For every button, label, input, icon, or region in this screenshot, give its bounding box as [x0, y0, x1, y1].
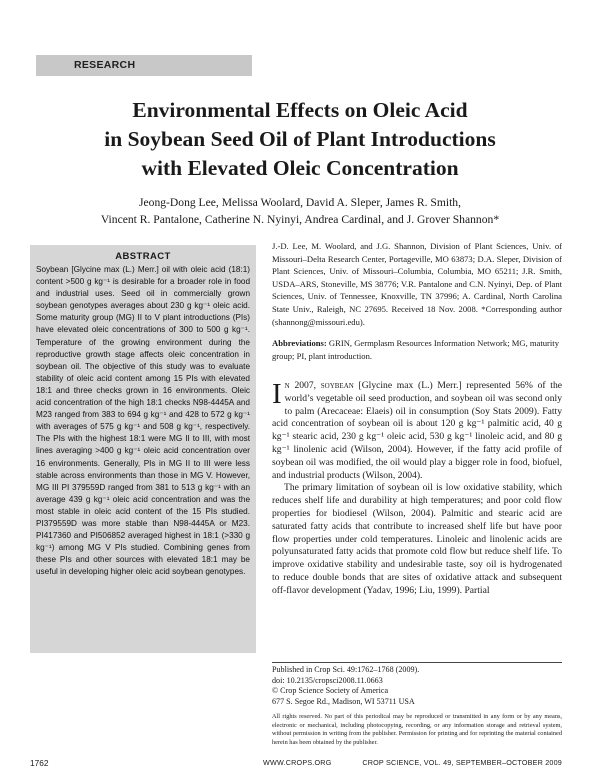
- section-label: RESEARCH: [36, 55, 252, 76]
- article-body: [272, 380, 562, 598]
- affiliations: J.-D. Lee, M. Woolard, and J.G. Shannon, Division of Plant Sciences, Univ. of Missouri–Delta Research Center, Portageville, MO 63873; D.A. Sleper, Division of Plant Sciences, Univ. of Missouri–Columbia, Columbia, MO 65211; J.R. Smith, USDA–ARS, Stoneville, MS 38776; V.R. Pantalone and C.N. Nyinyi, Dep. of Plant Sciences, Univ. of Tennessee, Knoxville, TN 37996; A. Cardinal, North Carolina State Univ., Raleigh, NC 27695. Received 18 Nov. 2008. *Corresponding author (shannong@missouri.edu).: [272, 241, 562, 327]
- article-title: [40, 96, 560, 183]
- address-line: 677 S. Segoe Rd., Madison, WI 53711 USA: [272, 696, 415, 706]
- paragraph-text: [Glycine max (L.) Merr.] represented 56% of the world’s vegetable oil seed production, and soybean oil was second only to palm (Arecaceae: Elaeis) oil in consumption (Soy Stats 2009). Fatty acid concentration of soybean oil is about 120 g kg⁻¹ palmitic acid, 40 g kg⁻¹ stearic acid, 230 g kg⁻¹ oleic acid, 530 g kg⁻¹ linoleic acid, and 80 g kg⁻¹ linolenic acid (Wilson, 2004). However, if the fatty acid profile of soybean oil was modified, the oil would play a bigger role in food, biofuel, and industrial products (Wilson, 2004).: [272, 380, 563, 481]
- abstract-heading: ABSTRACT: [115, 251, 171, 262]
- title-line: with Elevated Oleic Concentration: [141, 156, 459, 180]
- divider: [272, 662, 562, 663]
- publication-info: [272, 665, 562, 707]
- doi-line[interactable]: doi: 10.2135/cropsci2008.11.0663: [272, 675, 383, 685]
- abbreviations-text: GRIN, Germplasm Resources Information Network; MG, maturity group; PI, plant introduction.: [272, 338, 559, 361]
- journal-url[interactable]: WWW.CROPS.ORG: [263, 758, 332, 767]
- journal-citation: CROP SCIENCE, VOL. 49, SEPTEMBER–OCTOBER 2009: [362, 758, 562, 767]
- lead-in: n 2007, soybean: [284, 380, 354, 391]
- title-line: in Soybean Seed Oil of Plant Introductions: [104, 127, 496, 151]
- abbreviations: [272, 337, 562, 362]
- drop-cap: I: [272, 378, 282, 410]
- citation-line: Published in Crop Sci. 49:1762–1768 (2009).: [272, 665, 420, 674]
- copyright-line: © Crop Science Society of America: [272, 686, 389, 696]
- abbreviations-label: Abbreviations:: [272, 338, 327, 348]
- author-list: [40, 194, 560, 228]
- page-footer: [30, 758, 562, 770]
- body-paragraph: The primary limitation of soybean oil is low oxidative stability, which reduces shelf life and durability at high temperatures; and poor cold flow properties for biodiesel (Wilson, 2004). Palmitic and stearic acid are saturated fatty acids that contribute to increased shelf life but have poor flow properties under cold temperatures. Linoleic and linolenic acids are polyunsaturated fatty acids that promote cold flow but reduce shelf life. To improve oxidative stability and undesirable taste, soy oil is hydrogenated to reduce double bonds that are sites of oxidative attack and subsequent off-flavor development (Yadav, 1996; Liu, 1999). Partial: [272, 482, 562, 596]
- page-number: 1762: [30, 758, 49, 768]
- author-line: Vincent R. Pantalone, Catherine N. Nyinyi, Andrea Cardinal, and J. Grover Shannon*: [100, 213, 500, 226]
- body-paragraph: [272, 380, 562, 482]
- author-line: Jeong-Dong Lee, Melissa Woolard, David A. Sleper, James R. Smith,: [138, 196, 461, 209]
- title-line: Environmental Effects on Oleic Acid: [132, 98, 468, 122]
- abstract-text: Soybean [Glycine max (L.) Merr.] oil with oleic acid (18:1) content >500 g kg⁻¹ is desirable for a broader role in food and industrial uses. Seed oil in commercially grown soybean genotypes averages about 230 g kg⁻¹ oleic acid. Some maturity group (MG) II to V plant introductions (PIs) have elevated oleic concentrations of 300 to 500 g kg⁻¹. Temperature of the growing environment during the reproductive growth stage affects oleic concentration in soybean oil. The objective of this study was to evaluate stability of oleic acid content among 15 PIs with elevated 18:1 and three checks grown in 16 environments. Oleic acid concentration of the high 18:1 checks N98-4445A and M23 ranged from 383 to 694 g kg⁻¹ and 428 to 572 g kg⁻¹ with averages of 575 g kg⁻¹ and 508 g kg⁻¹, respectively. The PIs with the highest 18:1 were MG II to III, with most lines averaging >400 g kg⁻¹ oleic acid concentration over 16 environments. Generally, PIs in MG II to III were less stable across environments than those in MG V. However, MG III PI 379559D ranged from 381 to 513 g kg⁻¹ with an average 439 g kg⁻¹ oleic acid concentration and was the most stable in oleic acid content of the 15 PIs studied. PI379559D was more stable than N98-4445A or M23. PI417360 and PI506852 averaged highest in 18:1 (>330 g kg⁻¹) among MG V PIs studied. Combining genes from these PIs and other sources with elevated 18:1 may be useful in developing higher oleic acid soybean genotypes.: [36, 265, 250, 577]
- rights-notice: All rights reserved. No part of this periodical may be reproduced or transmitted in any form or by any means, electronic or mechanical, including photocopying, recording, or any information storage and retrieval system, without permission in writing from the publisher. Permission for printing and for reprinting the material contained herein has been obtained by the publisher.: [272, 713, 562, 746]
